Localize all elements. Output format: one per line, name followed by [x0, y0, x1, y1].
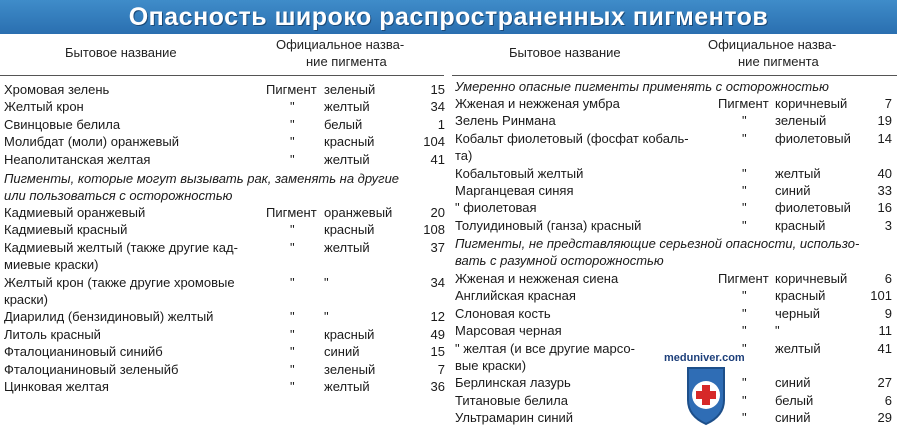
pigment-common-name: миевые краски): [4, 257, 99, 273]
pigment-label: ": [742, 392, 747, 408]
pigment-number: 104: [423, 134, 445, 150]
pigment-common-name: Жженая и нежженая умбра: [455, 96, 620, 111]
pigment-label: ": [290, 239, 295, 255]
pigment-number: 16: [877, 200, 892, 216]
pigment-number: 6: [884, 392, 892, 408]
table-row: [455, 147, 895, 164]
pigment-common-name: та): [455, 148, 473, 164]
table-row: [4, 116, 444, 133]
left-header-official-1: Официальное назва-: [276, 37, 405, 52]
pigment-common-name: Кадмиевый красный: [4, 222, 128, 238]
pigment-color: желтый: [324, 239, 370, 255]
pigment-label: ": [742, 217, 747, 233]
pigment-number: 15: [430, 344, 445, 360]
table-row: [455, 217, 895, 234]
pigment-common-name: Литоль красный: [4, 326, 101, 342]
pigment-number: 15: [430, 82, 445, 97]
pigment-label: ": [742, 410, 747, 426]
pigment-common-name: Желтый крон: [4, 99, 84, 115]
right-header-common-name: Бытовое название: [509, 45, 621, 60]
pigment-number: 20: [430, 205, 445, 220]
pigment-label: ": [290, 222, 295, 238]
pigment-label: ": [742, 130, 747, 146]
pigment-color: желтый: [775, 340, 821, 356]
pigment-color: синий: [324, 344, 360, 360]
pigment-label: ": [742, 113, 747, 129]
table-row: [455, 130, 895, 147]
pigment-label: ": [742, 305, 747, 321]
pigment-number: 9: [884, 305, 892, 321]
pigment-color: желтый: [775, 165, 821, 181]
pigment-label: Пигмент: [266, 205, 317, 220]
pigment-color: красный: [775, 217, 826, 233]
pigment-label: ": [290, 151, 295, 167]
pigment-common-name: вые краски): [455, 358, 527, 373]
pigment-label: ": [290, 326, 295, 342]
pigment-number: 108: [423, 222, 445, 238]
pigment-label: ": [290, 99, 295, 115]
right-header-official-1: Официальное назва-: [708, 37, 837, 52]
pigment-color: синий: [775, 410, 811, 426]
pigment-color: красный: [775, 288, 826, 304]
pigment-number: 33: [877, 183, 892, 198]
pigment-common-name: Диарилид (бензидиновый) желтый: [4, 309, 214, 325]
pigment-label: ": [742, 288, 747, 304]
table-row: [455, 112, 895, 129]
pigment-common-name: Берлинская лазурь: [455, 375, 571, 391]
pigment-color: красный: [324, 326, 375, 342]
pigment-number: 3: [884, 217, 892, 233]
pigment-color: желтый: [324, 151, 370, 167]
table-row: [4, 256, 444, 273]
table-row: [455, 287, 895, 304]
pigment-number: 41: [430, 151, 445, 167]
pigment-label: ": [742, 183, 747, 198]
right-header-rule: [452, 75, 897, 76]
left-header-rule: [0, 75, 444, 76]
pigment-common-name: Кобальтовый желтый: [455, 165, 584, 181]
pigment-color: белый: [324, 116, 363, 132]
pigment-color: красный: [324, 134, 375, 150]
section-heading: Пигменты, не представляющие серьезной опасности, использо-: [455, 236, 860, 251]
pigment-color: желтый: [324, 379, 370, 394]
table-row: [455, 270, 895, 287]
pigment-common-name: Фталоцианиновый синийб: [4, 344, 163, 360]
pigment-number: 36: [430, 379, 445, 394]
table-row: [4, 151, 444, 168]
pigment-color: фиолетовый: [775, 200, 851, 216]
pigment-color: красный: [324, 222, 375, 238]
left-header-official-2: ние пигмента: [306, 54, 387, 69]
left-header-common-name: Бытовое название: [65, 45, 177, 60]
pigment-common-name: Фталоцианиновый зеленыйб: [4, 361, 179, 377]
table-row: [4, 221, 444, 238]
pigment-common-name: Кадмиевый желтый (также другие кад-: [4, 239, 238, 255]
pigment-common-name: " фиолетовая: [455, 200, 537, 216]
pigment-label: ": [290, 361, 295, 377]
table-row: [4, 239, 444, 256]
meduniver-logo: [664, 350, 745, 426]
table-row: [4, 98, 444, 115]
pigment-common-name: Желтый крон (также другие хромовые: [4, 274, 235, 290]
pigment-label: Пигмент: [718, 271, 769, 286]
section-heading: Умеренно опасные пигменты применять с осторожностью: [455, 79, 829, 94]
pigment-color: ": [775, 323, 780, 339]
pigment-number: 11: [878, 323, 892, 339]
pigment-common-name: Английская красная: [455, 288, 576, 304]
table-row: [4, 274, 444, 291]
pigment-label: Пигмент: [266, 82, 317, 97]
pigment-number: 14: [877, 130, 892, 146]
pigment-common-name: Ультрамарин синий: [455, 410, 574, 426]
pigment-number: 1: [437, 116, 445, 132]
pigment-label: ": [742, 200, 747, 216]
pigment-common-name: Неаполитанская желтая: [4, 151, 151, 167]
pigment-common-name: Кобальт фиолетовый (фосфат кобаль-: [455, 130, 689, 146]
table-row: [4, 133, 444, 150]
pigment-common-name: Молибдат (моли) оранжевый: [4, 134, 180, 150]
pigment-color: фиолетовый: [775, 130, 851, 146]
table-row: [4, 291, 444, 308]
pigment-number: 12: [430, 309, 445, 325]
pigment-number: 7: [884, 96, 892, 111]
pigment-number: 29: [877, 410, 892, 426]
pigment-color: коричневый: [775, 271, 848, 286]
pigment-common-name: Толуидиновый (ганза) красный: [455, 217, 642, 233]
pigment-color: зеленый: [324, 361, 376, 377]
pigment-common-name: Хромовая зелень: [4, 82, 110, 97]
right-header-official-2: ние пигмента: [738, 54, 819, 69]
pigment-number: 49: [430, 326, 445, 342]
pigment-common-name: Титановые белила: [455, 392, 568, 408]
pigment-label: ": [290, 344, 295, 360]
pigment-label: ": [290, 134, 295, 150]
pigment-common-name: Жженая и нежженая сиена: [455, 271, 619, 286]
pigment-number: 19: [877, 113, 892, 129]
pigment-color: синий: [775, 183, 811, 198]
pigment-common-name: Марсовая черная: [455, 323, 562, 339]
section-heading: Пигменты, которые могут вызывать рак, заменять на другие: [4, 171, 400, 186]
table-row: [4, 326, 444, 343]
pigment-color: желтый: [324, 99, 370, 115]
table-row: [4, 378, 444, 395]
section-heading: вать с разумной осторожностью: [455, 253, 664, 268]
pigment-label: ": [742, 165, 747, 181]
table-row: [455, 322, 895, 339]
pigment-common-name: краски): [4, 292, 48, 307]
table-row: [4, 361, 444, 378]
page-title: Опасность широко распространенных пигментов: [128, 3, 769, 31]
pigment-number: 6: [884, 271, 892, 286]
pigment-number: 37: [430, 239, 445, 255]
pigment-common-name: Слоновая кость: [455, 305, 551, 321]
table-row: [455, 199, 895, 216]
table-row: [455, 305, 895, 322]
pigment-common-name: Марганцевая синяя: [455, 183, 574, 198]
table-row: [455, 182, 895, 199]
pigment-color: зеленый: [775, 113, 827, 129]
pigment-common-name: Цинковая желтая: [4, 379, 109, 394]
table-row: [4, 204, 444, 221]
pigment-number: 34: [430, 274, 445, 290]
pigment-number: 40: [877, 165, 892, 181]
section-heading: или пользоваться с осторожностью: [4, 188, 233, 203]
pigment-common-name: Зелень Ринмана: [455, 113, 556, 129]
pigment-number: 34: [430, 99, 445, 115]
table-row: [455, 165, 895, 182]
pigment-number: 7: [437, 361, 445, 377]
table-row: [4, 308, 444, 325]
watermark-text: meduniver.com: [664, 352, 745, 364]
pigment-common-name: " желтая (и все другие марсо-: [455, 340, 635, 356]
pigment-color: черный: [775, 305, 821, 321]
table-row: [4, 343, 444, 360]
pigment-label: ": [290, 274, 295, 290]
pigment-label: ": [290, 379, 295, 394]
pigment-common-name: Кадмиевый оранжевый: [4, 205, 146, 220]
pigment-number: 101: [870, 288, 892, 304]
pigment-label: ": [290, 116, 295, 132]
pigment-label: ": [742, 340, 747, 356]
pigment-common-name: Свинцовые белила: [4, 116, 121, 132]
pigment-color: синий: [775, 375, 811, 391]
pigment-label: Пигмент: [718, 96, 769, 111]
pigment-color: ": [324, 274, 329, 290]
pigment-color: оранжевый: [324, 205, 393, 220]
pigment-number: 27: [877, 375, 892, 391]
pigment-label: ": [290, 309, 295, 325]
table-row: [455, 95, 895, 112]
pigment-color: белый: [775, 392, 814, 408]
pigment-color: ": [324, 309, 329, 325]
pigment-label: ": [742, 323, 747, 339]
pigment-color: коричневый: [775, 96, 848, 111]
table-row: [4, 81, 444, 98]
pigment-color: зеленый: [324, 82, 376, 97]
pigment-number: 41: [877, 340, 892, 356]
pigment-label: ": [742, 375, 747, 391]
